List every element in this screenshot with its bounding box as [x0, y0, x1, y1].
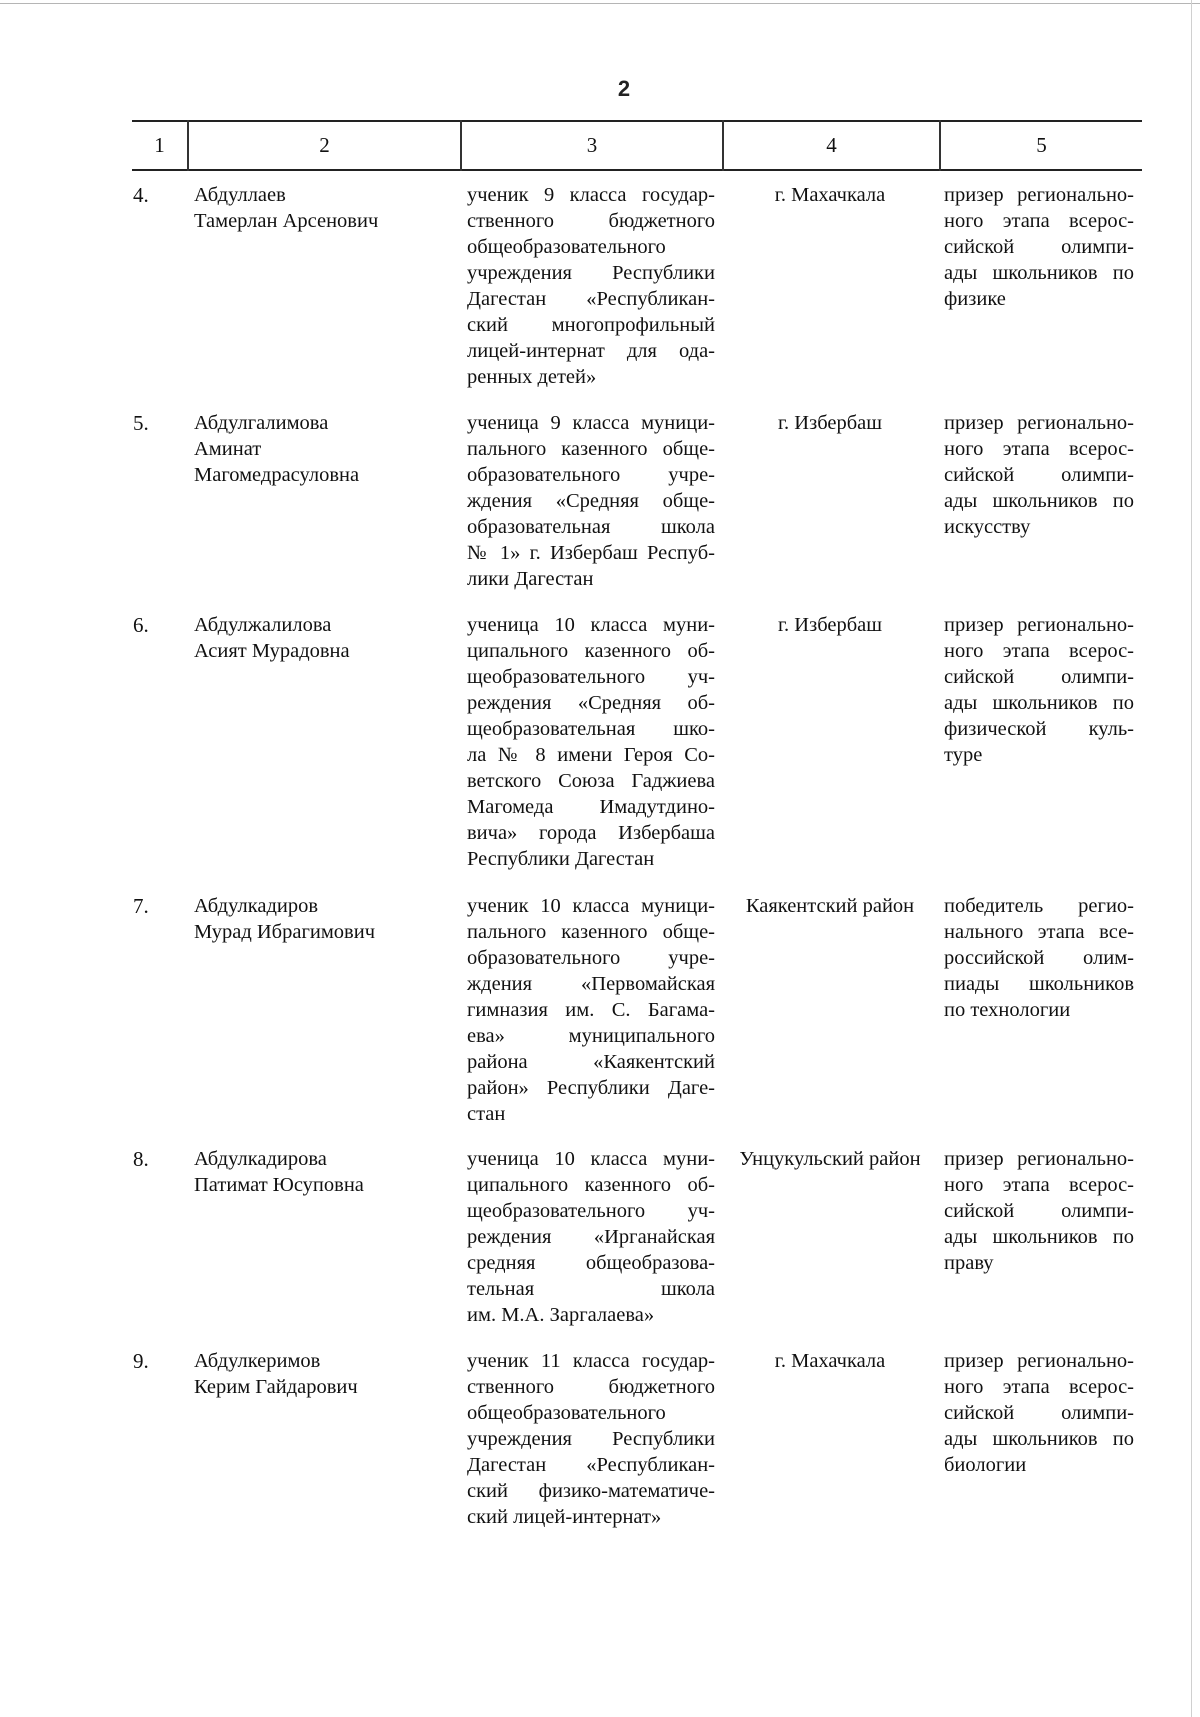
student-description [467, 182, 715, 390]
description-line: лики Дагестан [467, 568, 594, 590]
description-line: район» Республики Даге- [467, 1077, 715, 1099]
status-line: призер регионально- [944, 184, 1134, 206]
name-line: Абдулкадирова [194, 1148, 327, 1170]
student-name [194, 410, 454, 488]
name-line: Мурад Ибрагимович [194, 921, 376, 943]
status-line: ады школьников по [944, 692, 1134, 714]
description-line: общеобразовательного [467, 236, 666, 258]
name-line: Абдуллаев [194, 184, 286, 206]
row-number: 6. [133, 613, 149, 637]
description-line: ждения «Первомайская [467, 973, 715, 995]
description-line: ский многопрофильный [467, 314, 715, 336]
row-number: 7. [133, 894, 149, 918]
description-line: лицей-интернат для ода- [467, 340, 715, 362]
student-name [194, 893, 454, 945]
description-line: Республики Дагестан [467, 848, 655, 870]
status-line: российской олим- [944, 947, 1134, 969]
status-line: ного этапа всерос- [944, 640, 1134, 662]
status-line: сийской олимпи- [944, 666, 1134, 688]
description-line: № 1» г. Избербаш Респуб- [467, 542, 715, 564]
status-line: пиады школьников [944, 973, 1134, 995]
description-line: ученик 10 класса муници- [467, 895, 715, 917]
name-line: Керим Гайдарович [194, 1376, 358, 1398]
student-name [194, 1348, 454, 1400]
description-line: образовательная школа [467, 516, 715, 538]
description-line: щеобразовательная шко- [467, 718, 715, 740]
description-line: ученица 10 класса муни- [467, 614, 715, 636]
description-line: тельная школа [467, 1278, 715, 1300]
description-line: щеобразовательного уч- [467, 1200, 715, 1222]
description-line: района «Каякентский [467, 1051, 715, 1073]
header-cell-5: 5 [1036, 133, 1047, 157]
description-line: учреждения Республики [467, 1428, 715, 1450]
status-line: сийской олимпи- [944, 464, 1134, 486]
status-line: ного этапа всерос- [944, 210, 1134, 232]
municipality: Унцукульский район [739, 1148, 921, 1170]
student-name [194, 612, 454, 664]
student-description [467, 612, 715, 872]
description-line: образовательного учре- [467, 464, 715, 486]
header-cell-1: 1 [154, 133, 165, 157]
description-line: стан [467, 1103, 506, 1125]
header-cell-4: 4 [826, 133, 837, 157]
award-status [944, 893, 1134, 1023]
description-line: гимназия им. С. Багама- [467, 999, 715, 1021]
description-line: им. М.А. Заргалаева» [467, 1304, 655, 1326]
student-description [467, 893, 715, 1127]
description-line: ева» муниципального [467, 1025, 715, 1047]
status-line: призер регионально- [944, 614, 1134, 636]
row-number: 4. [133, 183, 149, 207]
municipality: г. Махачкала [774, 1350, 886, 1372]
status-line: ады школьников по [944, 262, 1134, 284]
status-line: ного этапа всерос- [944, 1174, 1134, 1196]
status-line: ного этапа всерос- [944, 1376, 1134, 1398]
description-line: пального казенного обще- [467, 438, 715, 460]
status-line: сийской олимпи- [944, 1200, 1134, 1222]
name-line: Асият Мурадовна [194, 640, 350, 662]
description-line: образовательного учре- [467, 947, 715, 969]
name-line: Абдулкадиров [194, 895, 319, 917]
award-status [944, 1146, 1134, 1276]
municipality: г. Избербаш [777, 412, 883, 434]
award-status [944, 182, 1134, 312]
status-line: ады школьников по [944, 490, 1134, 512]
description-line: ученица 10 класса муни- [467, 1148, 715, 1170]
description-line: ственного бюджетного [467, 1376, 715, 1398]
status-line: биологии [944, 1454, 1027, 1476]
description-line: ученица 9 класса муници- [467, 412, 715, 434]
description-line: Магомеда Имадутдино- [467, 796, 715, 818]
name-line: Магомедрасуловна [194, 464, 360, 486]
description-line: реждения «Ирганайская [467, 1226, 715, 1248]
description-line: ский лицей-интернат» [467, 1506, 662, 1528]
description-line: ждения «Средняя обще- [467, 490, 715, 512]
header-rule-bottom [132, 169, 1142, 171]
scan-edge-top [0, 3, 1200, 4]
status-line: ного этапа всерос- [944, 438, 1134, 460]
page-number: 2 [617, 76, 631, 101]
status-line: искусству [944, 516, 1031, 538]
description-line: вича» города Избербаша [467, 822, 715, 844]
status-line: победитель регио- [944, 895, 1134, 917]
student-description [467, 410, 715, 592]
status-line: ады школьников по [944, 1428, 1134, 1450]
status-line: сийской олимпи- [944, 236, 1134, 258]
scan-edge-right [1191, 0, 1192, 1717]
row-number: 9. [133, 1349, 149, 1373]
municipality: Каякентский район [745, 895, 915, 917]
header-cell-2: 2 [319, 133, 330, 157]
status-line: физической куль- [944, 718, 1134, 740]
municipality: г. Избербаш [777, 614, 883, 636]
description-line: пального казенного обще- [467, 921, 715, 943]
student-name [194, 1146, 454, 1198]
description-line: ципального казенного об- [467, 1174, 715, 1196]
description-line: ученик 9 класса государ- [467, 184, 715, 206]
description-line: ученик 11 класса государ- [467, 1350, 715, 1372]
status-line: физике [944, 288, 1006, 310]
student-name [194, 182, 454, 234]
status-line: ады школьников по [944, 1226, 1134, 1248]
status-line: по технологии [944, 999, 1071, 1021]
name-line: Абдулгалимова [194, 412, 329, 434]
header-cell-3: 3 [586, 133, 598, 157]
status-line: нального этапа все- [944, 921, 1134, 943]
description-line: общеобразовательного [467, 1402, 666, 1424]
description-line: щеобразовательного уч- [467, 666, 715, 688]
name-line: Абдулкеримов [194, 1350, 321, 1372]
description-line: ла № 8 имени Героя Со- [467, 744, 715, 766]
status-line: праву [944, 1252, 994, 1274]
status-line: призер регионально- [944, 412, 1134, 434]
description-line: средняя общеобразова- [467, 1252, 715, 1274]
award-status [944, 1348, 1134, 1478]
description-line: реждения «Средняя об- [467, 692, 715, 714]
description-line: ственного бюджетного [467, 210, 715, 232]
description-line: учреждения Республики [467, 262, 715, 284]
row-number: 8. [133, 1147, 149, 1171]
status-line: туре [944, 744, 983, 766]
description-line: ренных детей» [467, 366, 597, 388]
status-line: сийской олимпи- [944, 1402, 1134, 1424]
name-line: Аминат [194, 438, 262, 460]
award-status [944, 612, 1134, 768]
row-number: 5. [133, 411, 149, 435]
name-line: Абдулжалилова [194, 614, 332, 636]
student-description [467, 1348, 715, 1530]
status-line: призер регионально- [944, 1350, 1134, 1372]
status-line: призер регионально- [944, 1148, 1134, 1170]
description-line: ветского Союза Гаджиева [467, 770, 715, 792]
description-line: ский физико-математиче- [467, 1480, 715, 1502]
municipality: г. Махачкала [774, 184, 886, 206]
name-line: Тамерлан Арсенович [194, 210, 379, 232]
student-description [467, 1146, 715, 1328]
description-line: Дагестан «Республикан- [467, 288, 715, 310]
name-line: Патимат Юсуповна [194, 1174, 364, 1196]
description-line: ципального казенного об- [467, 640, 715, 662]
award-status [944, 410, 1134, 540]
description-line: Дагестан «Республикан- [467, 1454, 715, 1476]
